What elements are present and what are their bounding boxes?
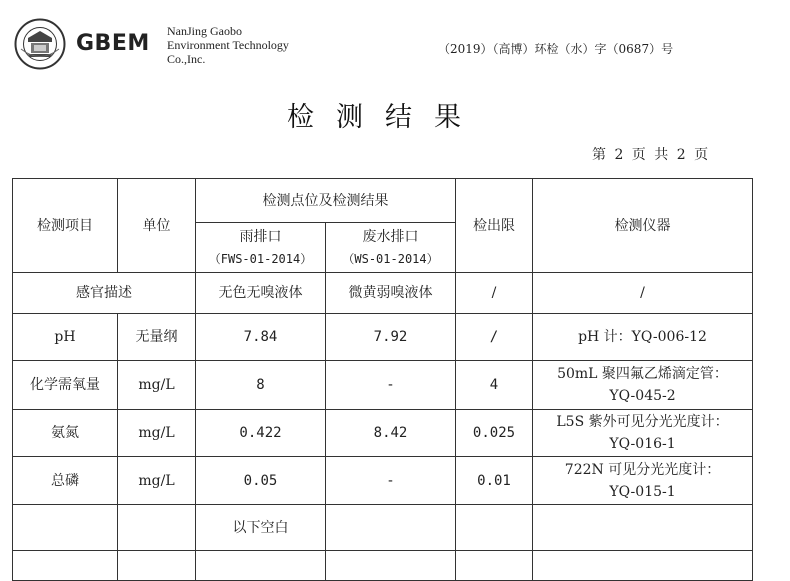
header-row <box>13 179 753 223</box>
table-row <box>13 410 753 457</box>
cell-item: pH <box>13 314 118 361</box>
cell-point-2: - <box>326 361 456 410</box>
blank-cell <box>456 551 533 581</box>
blank-cell <box>326 551 456 581</box>
col-header-unit: 单位 <box>118 179 196 273</box>
point-code: （FWS-01-2014） <box>208 251 313 266</box>
cell-instrument: / <box>533 273 753 314</box>
point-code: （WS-01-2014） <box>342 251 439 266</box>
instrument-line: 50mL 聚四氟乙烯滴定管： <box>557 366 728 382</box>
point-name: 雨排口 <box>239 228 282 245</box>
cell-point-2: - <box>326 457 456 505</box>
instrument-line: 722N 可见分光光度计： <box>564 461 721 478</box>
cell-unit: mg/L <box>118 410 196 457</box>
point-header-wastewater-outlet <box>326 223 456 273</box>
point-header-rain-outlet <box>196 223 326 273</box>
cell-instrument <box>533 457 753 505</box>
instrument-line: pH 计：YQ-006-12 <box>578 329 707 345</box>
blank-cell <box>533 505 753 551</box>
cell-point-1: 8 <box>196 361 326 410</box>
cell-unit: 无量纲 <box>118 314 196 361</box>
cell-unit: mg/L <box>118 361 196 410</box>
blank-cell <box>118 505 196 551</box>
cell-point-1: 0.05 <box>196 457 326 505</box>
cell-limit: 0.01 <box>456 457 533 505</box>
col-header-item: 检测项目 <box>13 179 118 273</box>
table-row <box>13 314 753 361</box>
cell-limit: / <box>456 273 533 314</box>
cell-limit: / <box>456 314 533 361</box>
page-title: 检测结果 <box>287 102 483 133</box>
cell-point-2: 微黄弱嗅液体 <box>326 273 456 314</box>
blank-cell <box>13 551 118 581</box>
company-line-2: Environment Technology <box>167 38 289 52</box>
results-table <box>12 178 753 581</box>
report-number: （2019）（高博）环检（水）字（0687）号 <box>438 42 674 56</box>
blank-note: 以下空白 <box>196 505 326 551</box>
cell-item: 总磷 <box>13 457 118 505</box>
col-header-points-results: 检测点位及检测结果 <box>196 179 456 223</box>
cell-instrument <box>533 361 753 410</box>
col-header-instrument: 检测仪器 <box>533 179 753 273</box>
table-row <box>13 273 753 314</box>
brand-name: GBEM <box>76 31 150 56</box>
cell-item: 化学需氧量 <box>13 361 118 410</box>
page-indicator: 第 2 页 共 2 页 <box>592 147 709 163</box>
cell-limit: 0.025 <box>456 410 533 457</box>
instrument-line: YQ-016-1 <box>609 436 676 452</box>
blank-cell <box>13 505 118 551</box>
instrument-line: L5S 紫外可见分光光度计： <box>556 414 729 430</box>
blank-cell <box>196 551 326 581</box>
empty-row <box>13 551 753 581</box>
blank-cell <box>326 505 456 551</box>
company-seal-logo <box>14 18 66 70</box>
table-row <box>13 457 753 505</box>
cell-point-1: 7.84 <box>196 314 326 361</box>
cell-point-1: 无色无嗅液体 <box>196 273 326 314</box>
cell-instrument <box>533 410 753 457</box>
cell-point-2: 8.42 <box>326 410 456 457</box>
cell-item: 感官描述 <box>13 273 196 314</box>
company-line-3: Co.,Inc. <box>167 52 206 66</box>
cell-instrument <box>533 314 753 361</box>
table-row <box>13 361 753 410</box>
instrument-line: YQ-015-1 <box>609 483 676 500</box>
col-header-detection-limit: 检出限 <box>456 179 533 273</box>
blank-cell <box>456 505 533 551</box>
instrument-line: YQ-045-2 <box>609 388 676 404</box>
blank-cell <box>118 551 196 581</box>
cell-point-1: 0.422 <box>196 410 326 457</box>
cell-unit: mg/L <box>118 457 196 505</box>
cell-limit: 4 <box>456 361 533 410</box>
cell-point-2: 7.92 <box>326 314 456 361</box>
company-name <box>167 24 289 66</box>
blank-note-row <box>13 505 753 551</box>
blank-cell <box>533 551 753 581</box>
cell-item: 氨氮 <box>13 410 118 457</box>
point-name: 废水排口 <box>362 228 419 245</box>
company-line-1: NanJing Gaobo <box>167 24 242 38</box>
